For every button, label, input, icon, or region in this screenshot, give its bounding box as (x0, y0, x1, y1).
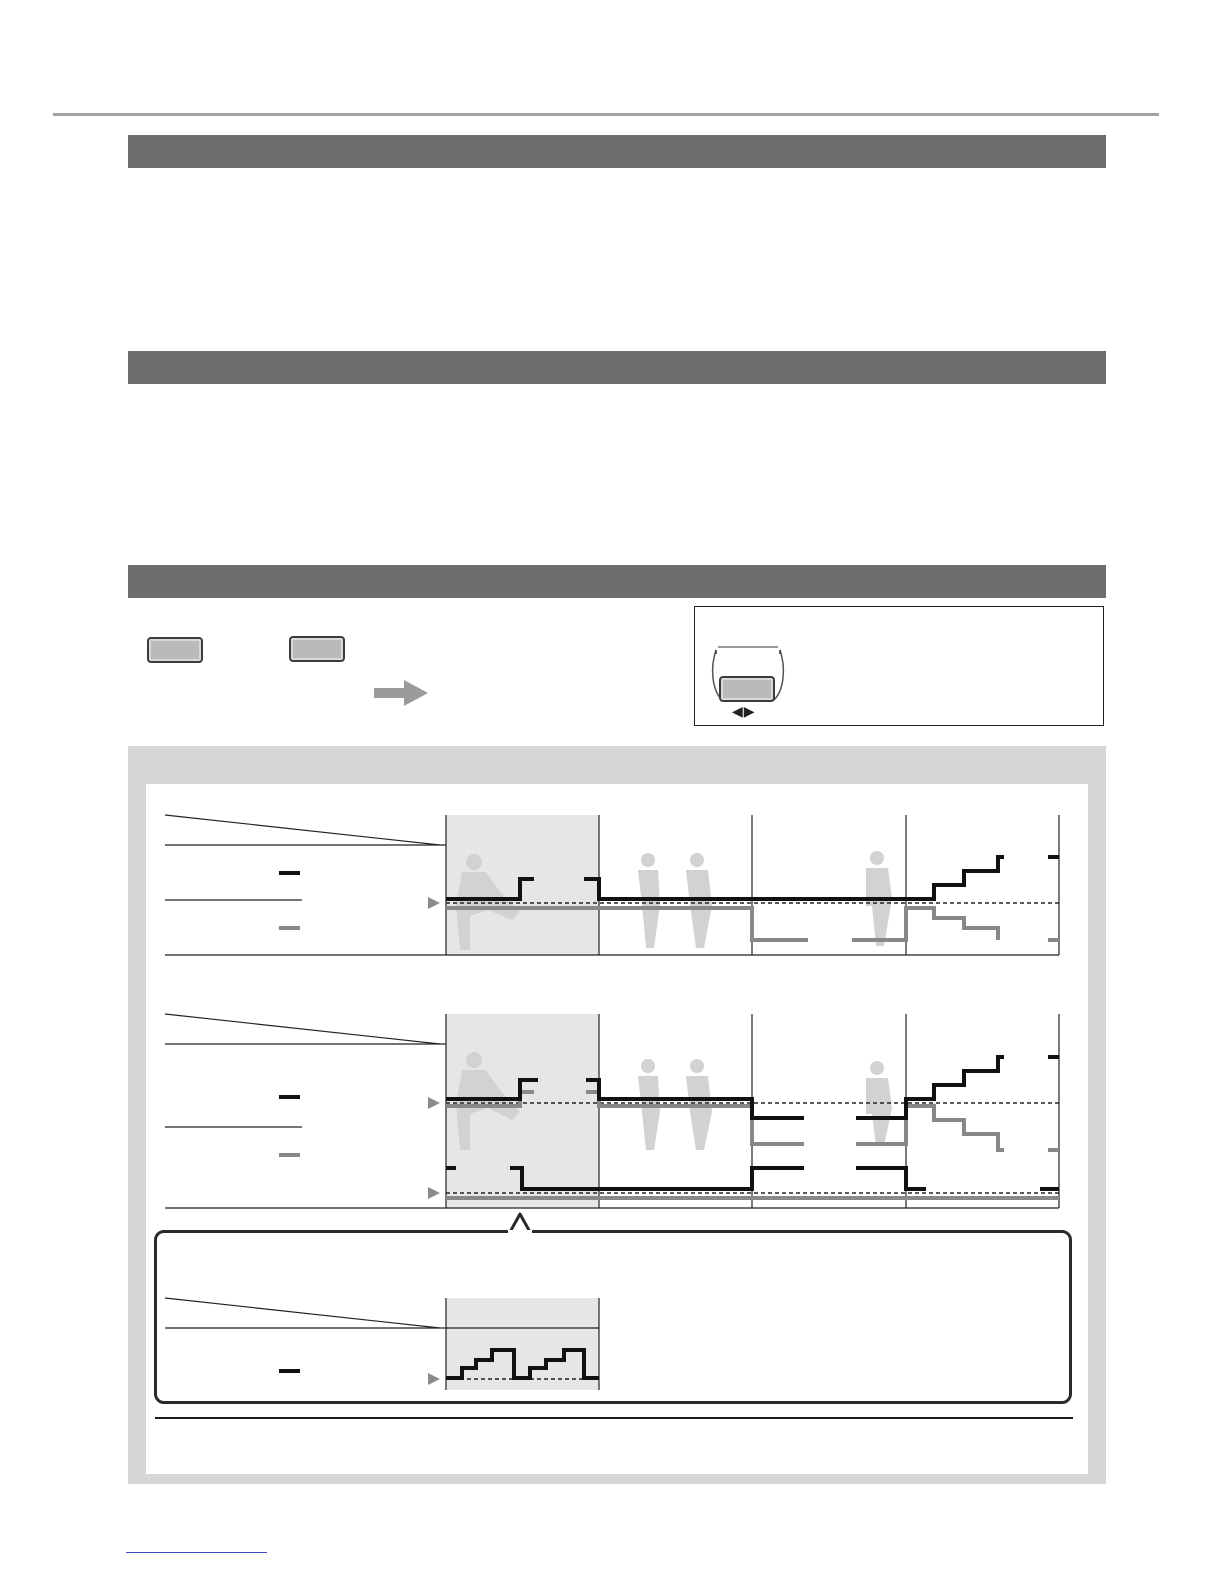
left-arrow-icon[interactable]: ◀ (732, 703, 744, 719)
baseline-marker-icon (428, 1373, 440, 1385)
figure-footer-rule (155, 1417, 1073, 1419)
right-arrow-icon[interactable]: ▶ (743, 703, 756, 719)
footer-link-underline[interactable] (126, 1552, 267, 1553)
